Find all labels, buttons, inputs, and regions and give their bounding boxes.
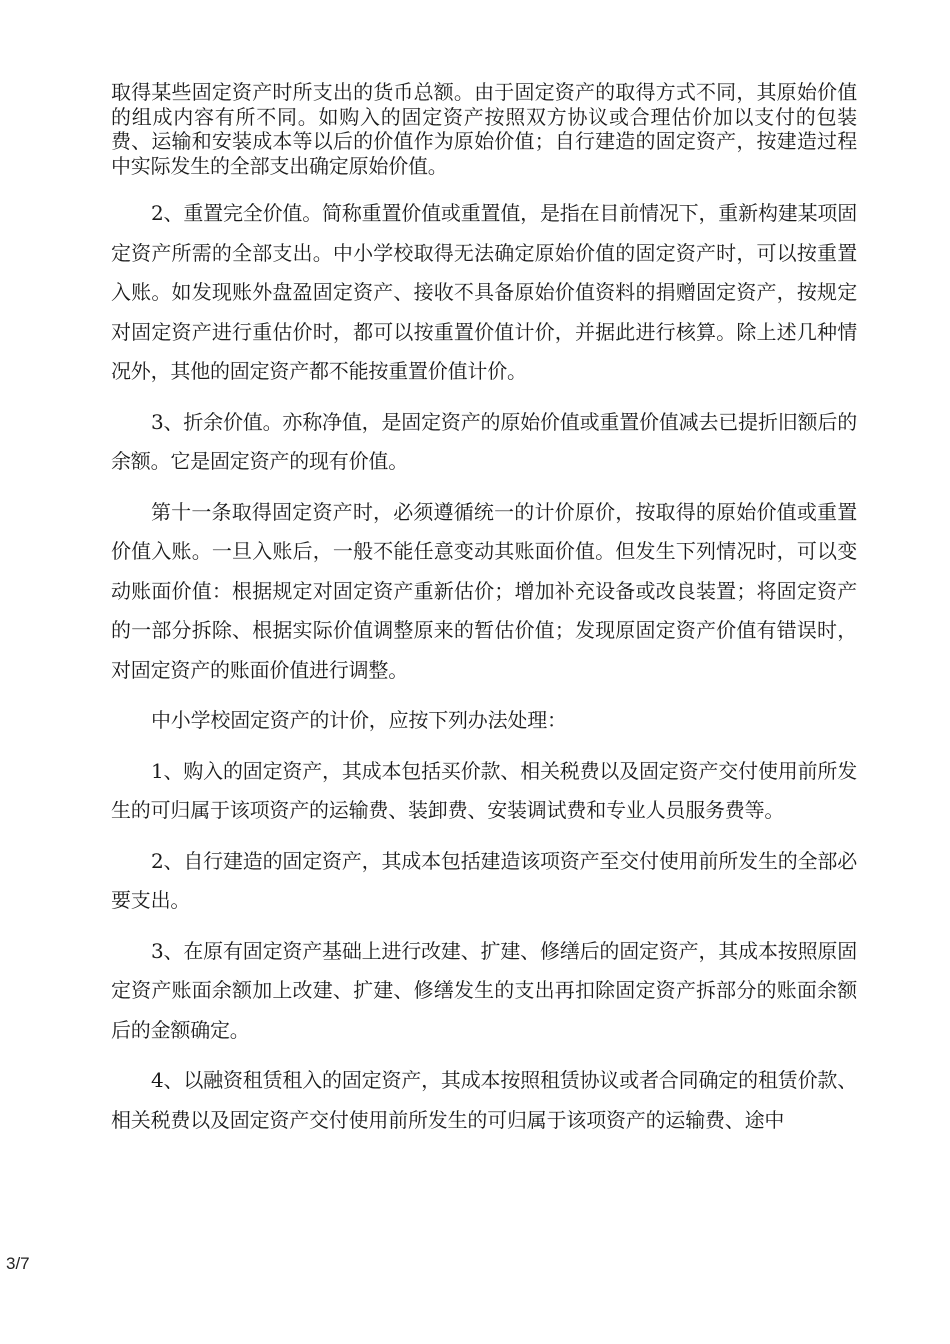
paragraph-9: 4、以融资租赁租入的固定资产，其成本按照租赁协议或者合同确定的租赁价款、相关税费以及固定资产交付使用前所发生的可归属于该项资产的运输费、途中 (111, 1068, 857, 1132)
paragraph-8: 3、在原有固定资产基础上进行改建、扩建、修缮后的固定资产，其成本按照原固定资产账面余额加上改建、扩建、修缮发生的支出再扣除固定资产拆部分的账面余额后的金额确定。 (111, 938, 857, 1042)
paragraph-5: 中小学校固定资产的计价，应按下列办法处理： (151, 708, 567, 732)
paragraph-3: 3、折余价值。亦称净值，是固定资产的原始价值或重置价值减去已提折旧额后的余额。它是固定资产的现有价值。 (111, 409, 857, 473)
paragraph-1: 取得某些固定资产时所支出的货币总额。由于固定资产的取得方式不同，其原始价值的组成内容有所不同。如购入的固定资产按照双方协议或合理估价加以支付的包装费、运输和安装成本等以后的价值作为原始价值；自行建造的固定资产，按建造过程中实际发生的全部支出确定原始价值。 (111, 80, 857, 178)
document-body (111, 80, 857, 1151)
paragraph-6: 1、购入的固定资产，其成本包括买价款、相关税费以及固定资产交付使用前所发生的可归属于该项资产的运输费、装卸费、安装调试费和专业人员服务费等。 (111, 758, 857, 822)
page-number: 3/7 (6, 1254, 30, 1273)
paragraph-7: 2、自行建造的固定资产，其成本包括建造该项资产至交付使用前所发生的全部必要支出。 (111, 848, 857, 912)
paragraph-4: 第十一条取得固定资产时，必须遵循统一的计价原价，按取得的原始价值或重置价值入账。一旦入账后，一般不能任意变动其账面价值。但发生下列情况时，可以变动账面价值：根据规定对固定资产重新估价；增加补充设备或改良装置；将固定资产的一部分拆除、根据实际价值调整原来的暂估价值；发现原固定资产价值有错误时，对固定资产的账面价值进行调整。 (111, 499, 857, 682)
paragraph-2: 2、重置完全价值。简称重置价值或重置值，是指在目前情况下，重新构建某项固定资产所需的全部支出。中小学校取得无法确定原始价值的固定资产时，可以按重置入账。如发现账外盘盈固定资产、接收不具备原始价值资料的捐赠固定资产，按规定对固定资产进行重估价时，都可以按重置价值计价，并据此进行核算。除上述几种情况外，其他的固定资产都不能按重置价值计价。 (111, 201, 857, 383)
